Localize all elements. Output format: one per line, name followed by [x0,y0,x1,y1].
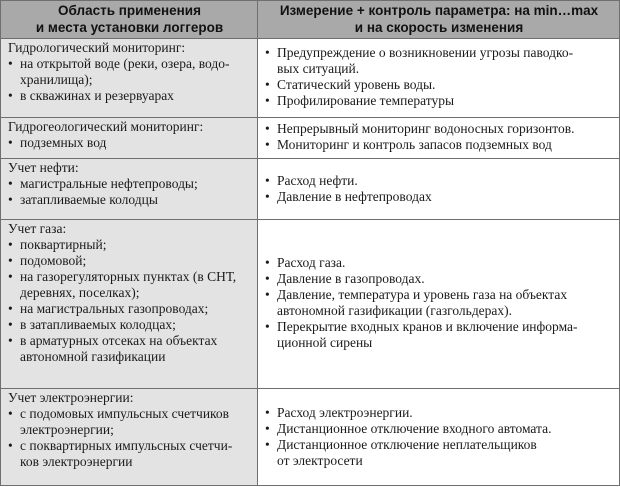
item-line: • Давление в газопроводах. [277,271,425,287]
item-line: • в затапливаемых колодцах; [20,316,176,332]
list-item [8,135,251,151]
item-line: • Давление, температура и уровень газа на объектах [277,287,568,303]
header-line: и места установки логгеров [35,20,224,35]
measurement-list [265,121,613,153]
list-item [265,45,613,77]
application-cell [1,389,258,486]
list-item [8,253,251,269]
application-cell [1,39,258,118]
list-item [265,287,613,319]
list-item [8,237,251,253]
application-cell [1,159,258,219]
item-line: автономной газификации [20,348,166,364]
row-title: Гидрогеологический мониторинг: [8,118,204,134]
list-item [265,121,613,137]
item-line: деревнях, поселках); [20,284,140,300]
application-cell [1,219,258,388]
item-line: • Расход газа. [277,255,346,271]
application-list [8,406,251,470]
item-line: • в скважинах и резервуарах [20,88,174,103]
item-line: • поквартирный; [20,236,107,252]
item-line: • Давление в нефтепроводах [277,188,432,204]
application-list [8,56,251,104]
item-line: • в арматурных отсеках на объектах [20,332,218,348]
item-line: • магистральные нефтепроводы; [20,176,198,192]
item-line: • подомовой; [20,252,87,268]
row-electricity [1,389,620,486]
header-application-area [1,1,258,39]
item-line: • Расход нефти. [277,172,358,188]
list-item [8,301,251,317]
item-line: • Дистанционное отключение неплательщиков [277,436,537,452]
row-title: Гидрологический мониторинг: [8,40,186,55]
item-line: • Статический уровень воды. [277,77,436,93]
measurement-cell [258,219,620,388]
item-line: • Перекрытие входных кранов и включение информа- [277,319,578,335]
application-list [8,237,251,365]
item-line: • с подомовых импульсных счетчиков [20,406,230,422]
list-item [265,255,613,271]
item-line: • подземных вод [20,134,107,150]
list-item [8,269,251,301]
list-item [265,77,613,93]
list-item [265,173,613,189]
measurement-list [265,45,613,109]
list-item [265,137,613,153]
item-line: • Дистанционное отключение входного автомата. [277,420,552,436]
item-line: • Расход электроэнергии. [277,404,413,420]
item-line: • на открытой воде (реки, озера, водо- [20,56,230,71]
item-line: • с поквартирных импульсных счетчи- [20,438,233,454]
item-line: • на газорегуляторных пунктах (в СНТ, [20,268,237,284]
item-line: ков электроэнергии [20,454,133,470]
application-list [8,176,251,208]
measurement-cell [258,159,620,219]
measurement-cell [258,389,620,486]
measurement-list [265,255,613,351]
list-item [265,405,613,421]
header-line: Область применения [58,3,201,18]
list-item [8,333,251,365]
item-line: вых ситуаций. [277,61,360,77]
measurement-list [265,173,613,205]
item-line: хранилища); [20,72,93,87]
list-item [8,56,251,88]
measurement-cell [258,117,620,159]
header-row [1,1,620,39]
measurement-cell [258,39,620,118]
row-title: Учет газа: [8,220,67,236]
list-item [265,271,613,287]
list-item [265,421,613,437]
list-item [8,176,251,192]
row-title: Учет электроэнергии: [8,390,134,406]
item-line: автономной газификации (газгольдерах). [277,303,513,319]
item-line: электроэнергии; [20,422,114,438]
header-line: и на скорость изменения [354,20,524,35]
item-line: • Предупреждение о возникновении угрозы паводко- [277,45,574,61]
item-line: • Мониторинг и контроль запасов подземных вод [277,137,552,153]
list-item [8,406,251,438]
item-line: от электросети [277,452,363,468]
list-item [265,93,613,109]
measurement-list [265,405,613,469]
row-hydrological [1,39,620,118]
application-list [8,135,251,151]
row-hydrogeological [1,117,620,159]
row-gas [1,219,620,388]
row-title: Учет нефти: [8,160,79,176]
list-item [265,319,613,351]
header-line: Измерение + контроль параметра: на min…max [279,3,599,18]
item-line: • затапливаемые колодцы [20,192,158,208]
list-item [8,438,251,470]
item-line: ционной сирены [277,335,373,351]
item-line: • Профилирование температуры [277,93,455,109]
list-item [8,192,251,208]
list-item [8,317,251,333]
item-line: • на магистральных газопроводах; [20,300,209,316]
item-line: • Непрерывный мониторинг водоносных горизонтов. [277,121,575,137]
application-cell [1,117,258,159]
list-item [8,88,251,104]
header-measurement-control [258,1,620,39]
row-oil [1,159,620,219]
list-item [265,189,613,205]
list-item [265,437,613,469]
